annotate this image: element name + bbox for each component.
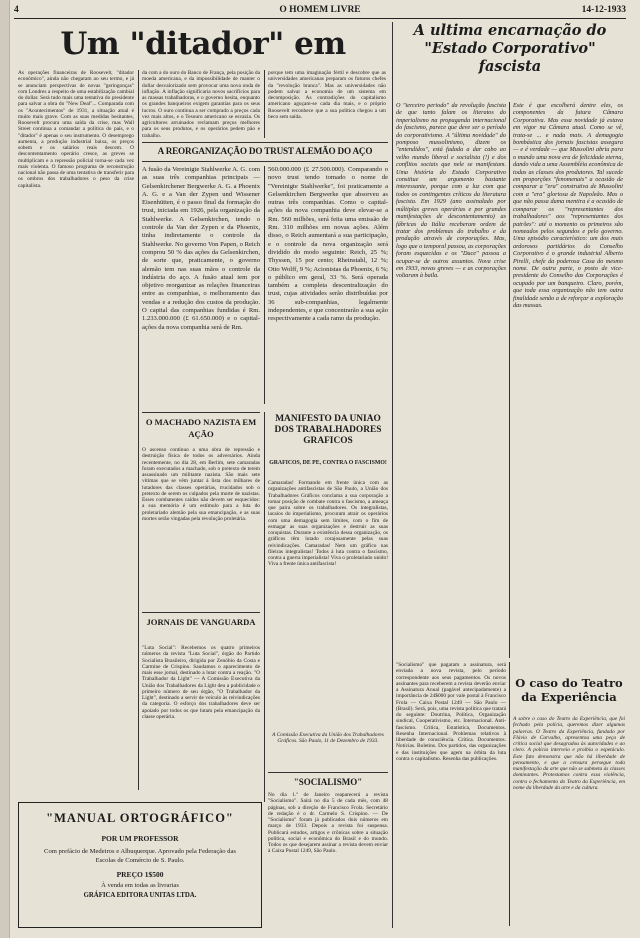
jornais-headline: JORNAIS DE VANGUARDA bbox=[146, 617, 256, 627]
manual-author: POR UM PROFESSOR bbox=[101, 834, 179, 843]
jornais-body: "Luta Social": Recebemos os quatro primeiros números da revista "Luta Social", órgão do Partido Socialista Brasileiro, dirigida por Zenóbio da Costa e Carmine de Crispino. Saudamos o aparecimento de mais esse jornal, destinado a lutar contra a reação. "O Trabalhador da Light" — A Comissão Executiva da União dos Trabalhadores da Light deu a publicidade o primeiro número de seu órgão, "O Trabalhador da Light", destinado a servir de veículo às reivindicações da categoria. O esforço dos trabalhadores deve ser apoiado por todos os que lutam pela emancipação da classe operária. bbox=[142, 645, 260, 720]
column-rule bbox=[138, 70, 139, 790]
manual-description: Com prefácio de Medeiros e Albuquerque. Aprovado pela Federação das Escolas de Comércio de S. Paulo. bbox=[44, 848, 236, 864]
truste-col-1: A fusão da Vereinigte Stahlwerke A. G. com as suas três companhias principais — Gelsenkirchener Bergwerke A. G. a Phoenix A. G. e a Van der Zypen und Wissener Eisenhütten, é o passo final da formação do trust, iniciada em 1926, pela organização da Stahlwerke. A Gelsenkirchen, tendo o controle da Van der Zypen e da Phoenix, tinha indiretamente o controle da Stahlwerke. No governo Von Papen, o Reich comprou 50 % das ações da Gelsenkirchen, de sorte que, praticamente, o governo alemão tem nas suas mãos o controle da indústria do aço. A fusão atual tem por objetivo reorganizar as relações financeiras entre as companhias, o melhoramento das vendas e a redução dos custos da produção. O capital das companhias fundidas é Rm. 1.233.000.000 (£ 61.650.000) e o capital-ações da nova companhia será de Rm. bbox=[142, 166, 260, 331]
ditador-col-1: As operações financeiras de Roosevelt, "ditador econômico", ainda não chegaram ao seu termo, e já se anunciam perspectivas de novas "geringonças" com Londres a respeito de uma estabilização cambial do dollar. Será tudo mais uma tentativa do presidente para salvar a obra do "New Deal"... Comparada com os "Acontecimentos" de 1931, a situação atual é muito mais grave. Com as suas medidas hesitantes, Roosevelt procura uma saída da crise, mas Wall Street continua a comandar a política do país, e o "ditador" é apenas o seu instrumento. O desemprego aumenta, a produção industrial baixa, os preços sobem e os salários reais descem. O descontentamento operário cresce, as greves se multiplicam e a repressão policial torna-se cada vez mais violenta. O famoso programa de reconstrução nacional não passa de uma tentativa de transferir para os ombros dos trabalhadores o peso da crise capitalista. bbox=[18, 70, 134, 189]
column-rule bbox=[509, 102, 510, 658]
teatro-body: A sobre o caso do Teatro da Experiência, que foi fechado pela polícia, queremos dizer algumas palavras. O Teatro da Experiência, fundado por Flávio de Carvalho, apresentou uma peça de crítica social que desagradou às autoridades e ao clero. A polícia interveio e proibiu o espetáculo. Este fato demonstra que não há liberdade de pensamento, e que a censura persegue toda manifestação da arte que não se submeta às classes dominantes. Protestamos contra essa violência, contra o fechamento do Teatro da Experiência, em nome da liberdade da arte e da cultura. bbox=[513, 716, 625, 791]
masthead: O HOMEM LIVRE bbox=[279, 5, 361, 15]
ditador-col-2: da com a do ouro do Banco de França, pela posição da moeda americana, e da impossibilidade de manter o dollar desvalorizado sem provocar uma nova onda de inflação. A inflação significaria novos sacrifícios para as massas trabalhadoras, e o governo hesita, enquanto os grandes banqueiros exigem garantias para os seus lucros. O ouro continua a ser comprado a preços cada vez mais altos, e o Tesouro americano se esvazia. Os agricultores arruinados reclamam preços melhores para os seus produtos, e os operários pedem pão e trabalho. bbox=[142, 70, 260, 138]
binding-edge bbox=[0, 0, 10, 938]
manual-price: PREÇO 1$500 bbox=[116, 870, 164, 879]
column-rule bbox=[392, 22, 393, 928]
corporativo-headline: A ultima encarnação do "Estado Corporativo" fascista bbox=[413, 22, 607, 75]
manual-title: "MANUAL ORTOGRÁFICO" bbox=[46, 811, 234, 825]
socialismo-body: No dia 1.º de Janeiro reaparecerá a revista "Socialismo". Sairá no dia 5 de cada mês, com 48 páginas, sob a direção de Francisco Frola. Secretário de redação é o dr. Carmelo S. Crispino. — De "Socialismo" foram já publicados dois números em março de 1933. Depois a revista foi suspensa. Publicará estudos, artigos e crônicas sobre a situação política, social e econômica do Brasil e do mundo. Todos os que desejarem assinar a revista devem enviar à Caixa Postal 1249, São Paulo. bbox=[268, 792, 388, 855]
corporativo-col-2: Este é que escolherá dentre eles, os componentes da futura Câmara Corporativa. Mas essa novidade já estava em vigor na Câmara atual. Como se vê, trata-se ... e nada mais. A demagogia bombástica dos jornais fascistas assegura — e é verdade — que Mussolini abriu para o mundo uma nova era de felicidade eterna, dando vida a uma Assembléia econômica de todas as classes dos produtores. Tal sucede em proporções "fenomenais" a ocasião de comparar a "era" construtiva de Mussolini com a "era" gloriosa de Napoleão. Mas o que não passa duma mentira é a ocasião de comparar os "representantes dos trabalhadores" aos "representantes dos patrões": até o momento os primeiros são nomeados pelos segundos e pelo governo. Uma episódio característico: um dos mais ardorosos partidários do Conselho Corporativo é o grande industrial Alberto Pirelli, chefe da poderosa Casa do mesmo nome. De outra parte, o posto de vice-presidente do Conselho das Corporações é ocupado por um banqueiro. Claro, porém, que toda essa organização não tem outra finalidade senão a de reforçar a exploração das massas. bbox=[513, 102, 623, 309]
manifesto-signature: A Comissão Executiva da União dos Trabalhadores Gráficos. São Paulo, 11 de Dezembro de 1933. bbox=[272, 732, 384, 745]
manifesto-body: Camaradas! Formando em frente única com as organizações antifascistas de São Paulo, a União dos Trabalhadores Gráficos conclama a sua corporação a tomar posição de combate contra o fascismo, a ameaça que paira sobre os trabalhadores. Os integralistas, lacaios do imperialismo, procuram atrair os operários com uma demagogia sem limites, com o fim de esmagar as suas organizações e destruir as suas conquistas. Durante a existência dessa organização, os gráficos têm lutado corajosamente pelas suas reivindicações. Camaradas! Nem um gráfico nas fileiras integralistas! Todos à luta contra o fascismo, contra a guerra imperialista! Viva o proletariado unido! Viva a frente única antifascista! bbox=[268, 480, 388, 568]
section-rule bbox=[268, 772, 388, 773]
column-rule bbox=[509, 662, 510, 926]
manifesto-subtitle: GRÁFICOS, DE PÉ, CONTRA O FASCISMO! bbox=[269, 460, 387, 466]
truste-headline: A REORGANIZAÇÃO DO TRUST ALEMÃO DO AÇO bbox=[157, 146, 373, 156]
teatro-headline: O caso do Teatro da Experiência bbox=[515, 676, 623, 704]
ditador-col-3: porque tem uma imaginação fértil e descobre que as universidades americanas preparam os futuros chefes da "revolução branca". Mas as universidades não podem salvar a economia de um sistema em decomposição. As contradições do capitalismo americano aguçam-se cada dia mais, e o próprio Roosevelt reconhece que a sua política chegou a um beco sem saída. bbox=[268, 70, 386, 120]
column-rule bbox=[264, 412, 265, 802]
manifesto-headline: MANIFESTO DA UNIÃO DOS TRABALHADORES GRAFICOS bbox=[274, 414, 382, 446]
column-rule bbox=[264, 166, 265, 404]
page-header bbox=[14, 4, 626, 19]
nazista-headline: O MACHADO NAZISTA EM AÇÃO bbox=[145, 417, 257, 439]
section-rule bbox=[142, 142, 388, 143]
page-number: 4 bbox=[14, 5, 19, 15]
issue-date: 14-12-1933 bbox=[581, 5, 626, 15]
column-rule bbox=[264, 70, 265, 138]
manual-publisher: GRÁFICA EDITORA UNITAS LTDA. bbox=[83, 892, 197, 899]
manual-advertisement bbox=[18, 802, 262, 928]
ditador-headline: Um "ditador" em bbox=[60, 26, 346, 62]
section-rule bbox=[142, 161, 388, 162]
nazista-body: O ascenso contínuo a uma obra de repressão e destruição física de todos os adversários. Ainda recentemente, no dia 28, em Berlim, sete camaradas foram executados a machado, sob o pretexto de terem assassinado um militante nazista. São mais sete vítimas que se vêm juntar à lista dos milhares de lutadores das classes operárias, trucidados sob o pretexto de serem os culpados pela morte de nazistas. Esses combatentes caídos não devem ser esquecidos: a sua memória é um estímulo para a luta do proletariado alemão pela sua emancipação, e as suas mortes serão vingadas pela revolução proletária. bbox=[142, 447, 260, 522]
section-rule bbox=[142, 412, 260, 413]
corporativo-col-1: O "terceiro periodo" da revolução fascista de que tanto falam os literatos do imperialismo na propaganda internacional do fascismo, parece que deve ser o período do corporativismo. A "última novidade" do pomposo mussolinismo, dizem os "entendidos", está fadada a dar cabo ao velho mundo liberal e socialista (!) e dos conflitos sociais que nele se manifestam. Uma história do Estado Corporativo constitue um argumento bastante interessante, porque com a luz com que todos os contingentes críticos da literatura fascista. Em 1929 (ano assinalado por múltiplas greves operárias e por grandes manifestações de descontentamento) as fábricas da Itália receberam ordem de tratar dos problemas do trabalho e da produção através de corporações. Mas, logo que o temporal passou, as corporações foram esquecidas e os "Duce" passou a ocupar-se de outros assuntos. Nova crise em 1933, novas greves — e as corporações voltaram à baila. bbox=[396, 102, 506, 280]
socialismo-col-2: "Socialismo" que pagaram a assinatura, será enviada a nova revista, pelo período correspondente aos seus pagamentos. Os novos assinantes para receberem a revista deverão enviar a Assinatura Anual (pagável antecipadamente) a importância de 24$000 por vale postal à Francisco Frola — Caixa Postal 1249 — São Paulo — (Brasil). Será, pois, uma revista política que tratará do seguinte: Doutrina, Política, Organização sindical, Cooperativismo, etc. Internacional. Anti-fascismo. Crítica, Estatística, Documentos. Resenha Internacional. Problemas relativos à liberdade de consciência. Crítica. Documentos. Notícias. Boletins. Dos partidos, das organizações e das instituições que agem na órbita da luta contra o capitalismo. Resenha das publicações. bbox=[396, 662, 506, 762]
truste-col-2: 560.000.000 (£ 27.500.000). Comparando o novo trust tendo tomado o nome de "Vereinigte Stahlwerke", foi praticamente a Gelsenkirchen Bergwerke que absorveu as outras três companhias. Como o capital-ações da nova companhia deve elevar-se a Rm. 560 milhões, será feita uma emissão de Rm. 310 milhões em novas ações. Além disso, o Reich aumentará a sua participação, e o controle da nova organização será dividido do modo seguinte: Reich, 25 %; Thyssen, 15 por cento; Rheinstahl, 12 %; Otto Wolff, 9 %; Acionistas da Phoenix, 6 %; o público em geral, 33 %. Será operada também a completa descentralização do trust, cujas atividades serão distribuídas por 36 sub-companhias, legalmente independentes, e que concentrarão a sua ação respectivamente a cada ramo da produção. bbox=[268, 166, 388, 323]
socialismo-headline: "SOCIALISMO" bbox=[293, 777, 363, 787]
section-rule bbox=[142, 612, 260, 613]
manual-availability: À venda em todas as livrarias bbox=[101, 882, 179, 889]
